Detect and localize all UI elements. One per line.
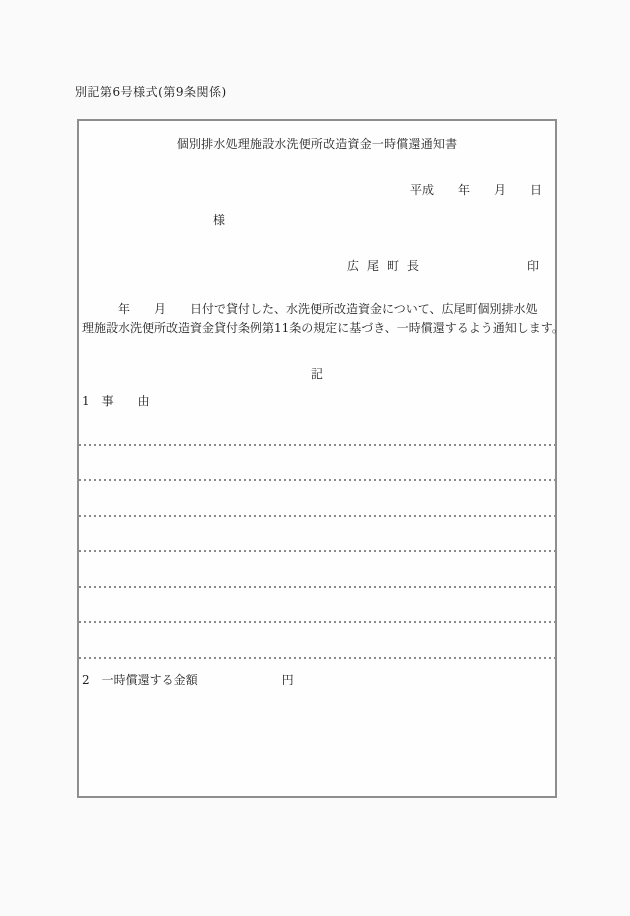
seal-mark: 印 bbox=[526, 259, 539, 273]
dotted-rule-line bbox=[79, 621, 555, 623]
body-paragraph-line-2: 理施設水洗便所改造資金貸付条例第11条の規定に基づき、一時償還するよう通知します。 bbox=[82, 321, 564, 335]
item-1-reason-label: 1 事 由 bbox=[82, 394, 150, 408]
document-title: 個別排水処理施設水洗便所改造資金一時償還通知書 bbox=[176, 137, 458, 151]
form-number-label: 別記第6号様式(第9条関係) bbox=[75, 85, 227, 99]
dotted-rule-line bbox=[79, 479, 555, 481]
dotted-rule-line bbox=[79, 550, 555, 552]
sender-title: 広尾町長 bbox=[347, 259, 428, 273]
date-blank-line: 平成 年 月 日 bbox=[409, 183, 542, 197]
document-border-box bbox=[77, 119, 564, 798]
dotted-rule-line bbox=[79, 515, 555, 517]
record-heading: 記 bbox=[310, 367, 323, 381]
item-2-amount-label: 2 一時償還する金額 円 bbox=[82, 673, 294, 687]
dotted-rule-line bbox=[79, 657, 555, 659]
dotted-rule-line bbox=[79, 444, 555, 446]
reason-ruled-lines bbox=[79, 121, 555, 796]
addressee-honorific: 様 bbox=[213, 213, 226, 227]
body-paragraph-line-1: 年 月 日付で貸付した、水洗便所改造資金について、広尾町個別排水処 bbox=[82, 302, 538, 316]
dotted-rule-line bbox=[79, 586, 555, 588]
